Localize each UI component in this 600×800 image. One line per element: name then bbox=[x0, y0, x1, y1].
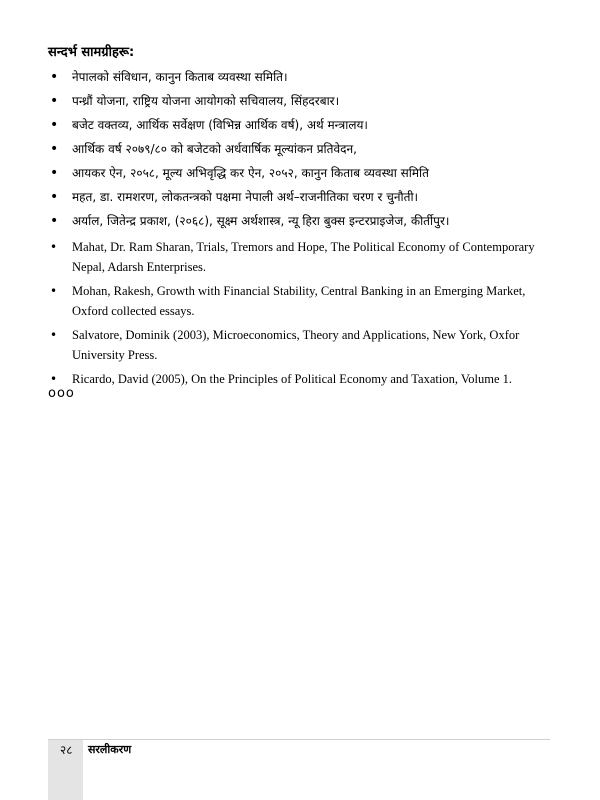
reference-item bbox=[48, 281, 558, 321]
reference-item bbox=[48, 90, 558, 114]
reference-text: Ricardo, David (2005), On the Principles of Political Economy and Taxation, Volume 1. bbox=[72, 372, 513, 386]
bullet-icon: • bbox=[50, 372, 58, 386]
reference-text: आयकर ऐन, २०५८, मूल्य अभिवृद्धि कर ऐन, २०५२, कानुन किताब व्यवस्था समिति bbox=[72, 166, 429, 180]
reference-item bbox=[48, 66, 558, 90]
reference-item bbox=[48, 237, 558, 277]
reference-text: Mahat, Dr. Ram Sharan, Trials, Tremors and Hope, The Political Economy of Contemporary Nepal, Adarsh Enterprises. bbox=[72, 240, 535, 274]
reference-list bbox=[48, 66, 558, 393]
page-number: २८ bbox=[60, 743, 73, 757]
reference-item bbox=[48, 138, 558, 162]
bullet-icon: • bbox=[50, 328, 58, 342]
reference-item bbox=[48, 210, 558, 234]
reference-text: महत, डा. रामशरण, लोकतन्त्रको पक्षमा नेपाली अर्थ–राजनीतिका चरण र चुनौती। bbox=[72, 190, 419, 204]
section-end-mark: ooo bbox=[48, 386, 75, 401]
references-heading: सन्दर्भ सामग्रीहरू: bbox=[48, 45, 135, 60]
running-title: सरलीकरण bbox=[88, 743, 132, 756]
reference-text: अर्याल, जितेन्द्र प्रकाश, (२०६८), सूक्ष्म अर्थशास्त्र, न्यू हिरा बुक्स इन्टरप्राइजेज, कीर्तीपुर। bbox=[72, 214, 450, 228]
reference-text: आर्थिक वर्ष २०७९/८० को बजेटको अर्धवार्षिक मूल्यांकन प्रतिवेदन, bbox=[72, 142, 357, 156]
bullet-icon: • bbox=[50, 284, 58, 298]
reference-text: बजेट वक्तव्य, आर्थिक सर्वेक्षण (विभिन्न आर्थिक वर्ष), अर्थ मन्त्रालय। bbox=[72, 118, 368, 132]
bullet-icon: • bbox=[50, 189, 59, 205]
bullet-icon: • bbox=[50, 141, 59, 157]
reference-text: नेपालको संविधान, कानुन किताब व्यवस्था समिति। bbox=[72, 70, 288, 84]
reference-text: पन्ध्रौं योजना, राष्ट्रिय योजना आयोगको सचिवालय, सिंहदरबार। bbox=[72, 94, 340, 108]
bullet-icon: • bbox=[50, 213, 59, 229]
reference-text: Mohan, Rakesh, Growth with Financial Stability, Central Banking in an Emerging Market, Oxford collected essays. bbox=[72, 284, 526, 318]
reference-item bbox=[48, 325, 558, 365]
bullet-icon: • bbox=[50, 117, 59, 133]
reference-item bbox=[48, 369, 558, 389]
reference-item bbox=[48, 114, 558, 138]
bullet-icon: • bbox=[50, 93, 59, 109]
reference-item bbox=[48, 186, 558, 210]
bullet-icon: • bbox=[50, 165, 59, 181]
bullet-icon: • bbox=[50, 240, 58, 254]
reference-text: Salvatore, Dominik (2003), Microeconomics, Theory and Applications, New York, Oxfor University Press. bbox=[72, 328, 520, 362]
footer-divider bbox=[48, 739, 550, 740]
bullet-icon: • bbox=[50, 69, 59, 85]
reference-item bbox=[48, 162, 558, 186]
